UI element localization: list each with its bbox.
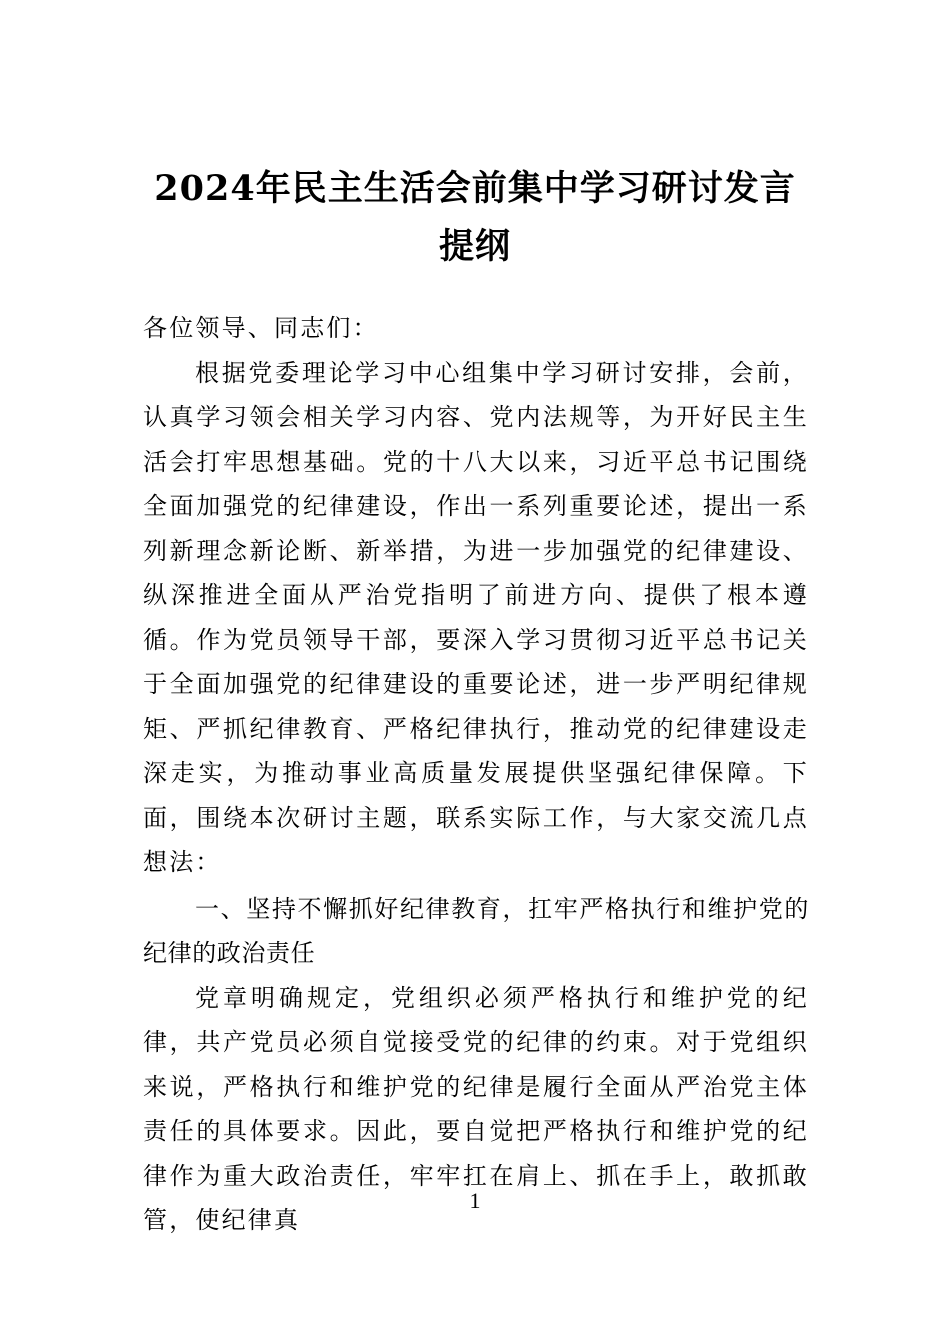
- section-paragraph: 党章明确规定，党组织必须严格执行和维护党的纪律，共产党员必须自觉接受党的纪律的约束。对于党组织来说，严格执行和维护党的纪律是履行全面从严治党主体责任的具体要求。因此，要自觉把严格执行和维护党的纪律作为重大政治责任，牢牢扛在肩上、抓在手上，敢抓敢管，使纪律真: [143, 983, 809, 1234]
- intro-paragraph: 根据党委理论学习中心组集中学习研讨安排，会前，认真学习领会相关学习内容、党内法规等，为开好民主生活会打牢思想基础。党的十八大以来，习近平总书记围绕全面加强党的纪律建设，作出一系列重要论述，提出一系列新理念新论断、新举措，为进一步加强党的纪律建设、纵深推进全面从严治党指明了前进方向、提供了根本遵循。作为党员领导干部，要深入学习贯彻习近平总书记关于全面加强党的纪律建设的重要论述，进一步严明纪律规矩、严抓纪律教育、严格纪律执行，推动党的纪律建设走深走实，为推动事业高质量发展提供坚强纪律保障。下面，围绕本次研讨主题，联系实际工作，与大家交流几点想法：: [143, 358, 809, 876]
- document-body: [143, 306, 809, 1243]
- section-heading: 一、坚持不懈抓好纪律教育，扛牢严格执行和维护党的纪律的政治责任: [143, 894, 809, 967]
- page-number: 1: [469, 1188, 481, 1213]
- salutation: 各位领导、同志们：: [143, 314, 379, 342]
- document-title: 2024年民主生活会前集中学习研讨发言提纲: [154, 168, 796, 267]
